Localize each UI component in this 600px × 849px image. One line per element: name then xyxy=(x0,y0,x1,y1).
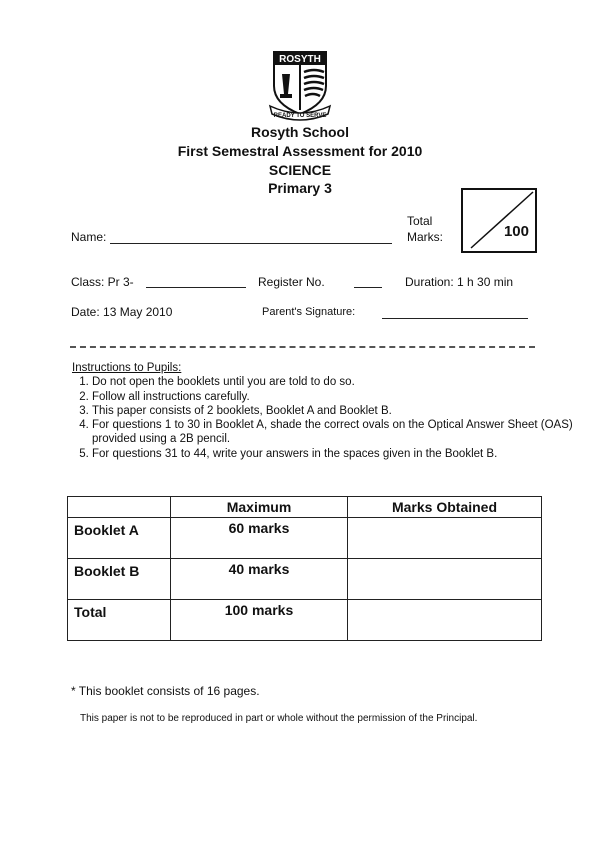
instruction-item: 2. Follow all instructions carefully. xyxy=(92,390,600,404)
row-maximum: 40 marks xyxy=(171,559,348,600)
instruction-item: 1. Do not open the booklets until you are told to do so. xyxy=(92,375,600,389)
parent-signature-field[interactable] xyxy=(382,318,528,319)
divider xyxy=(70,346,535,348)
table-header: Maximum xyxy=(171,497,348,518)
row-maximum: 60 marks xyxy=(171,518,348,559)
level-title: Primary 3 xyxy=(268,180,332,196)
class-field[interactable] xyxy=(146,287,246,288)
row-label: Booklet B xyxy=(68,559,171,600)
school-name: Rosyth School xyxy=(250,124,349,140)
row-obtained[interactable] xyxy=(348,518,542,559)
row-label: Booklet A xyxy=(68,518,171,559)
parent-signature-label: Parent's Signature: xyxy=(262,306,356,318)
table-header xyxy=(68,497,171,518)
name-label: Name: xyxy=(71,230,107,244)
table-row xyxy=(68,518,542,559)
marks-table xyxy=(67,496,542,641)
row-label: Total xyxy=(68,600,171,641)
instruction-item: 4. For questions 1 to 30 in Booklet A, shade the correct ovals on the Optical Answer Sheet (OAS) provided using a 2B pencil. xyxy=(92,418,600,447)
assessment-title: First Semestral Assessment for 2010 xyxy=(177,143,423,159)
table-row xyxy=(68,600,542,641)
row-obtained[interactable] xyxy=(348,559,542,600)
row-obtained[interactable] xyxy=(348,600,542,641)
copyright-note: This paper is not to be reproduced in part or whole without the permission of the Principal. xyxy=(80,713,478,724)
name-field[interactable] xyxy=(110,243,392,244)
instructions-list xyxy=(72,375,600,461)
register-label: Register No. xyxy=(258,275,325,289)
total-marks-box[interactable] xyxy=(461,188,537,253)
instruction-item: 3. This paper consists of 2 booklets, Booklet A and Booklet B. xyxy=(92,404,600,418)
row-maximum: 100 marks xyxy=(171,600,348,641)
page-count-note: * This booklet consists of 16 pages. xyxy=(71,684,260,698)
date-text: Date: 13 May 2010 xyxy=(71,305,173,319)
svg-text:ROSYTH: ROSYTH xyxy=(279,54,321,65)
table-header-row xyxy=(68,497,542,518)
table-header: Marks Obtained xyxy=(348,497,542,518)
class-label: Class: Pr 3- xyxy=(71,275,134,289)
register-field[interactable] xyxy=(354,287,382,288)
svg-text:READY TO SERVE: READY TO SERVE xyxy=(273,113,327,119)
marks-label: Marks: xyxy=(407,230,443,244)
total-marks-value: 100 xyxy=(503,223,529,240)
table-row xyxy=(68,559,542,600)
instructions-heading: Instructions to Pupils: xyxy=(72,362,182,374)
total-label: Total xyxy=(407,214,433,228)
instructions xyxy=(72,361,600,461)
subject-title: SCIENCE xyxy=(268,162,332,178)
duration-text: Duration: 1 h 30 min xyxy=(405,275,514,289)
instruction-item: 5. For questions 31 to 44, write your answers in the spaces given in the Booklet B. xyxy=(92,447,600,461)
school-crest-logo xyxy=(268,46,332,122)
